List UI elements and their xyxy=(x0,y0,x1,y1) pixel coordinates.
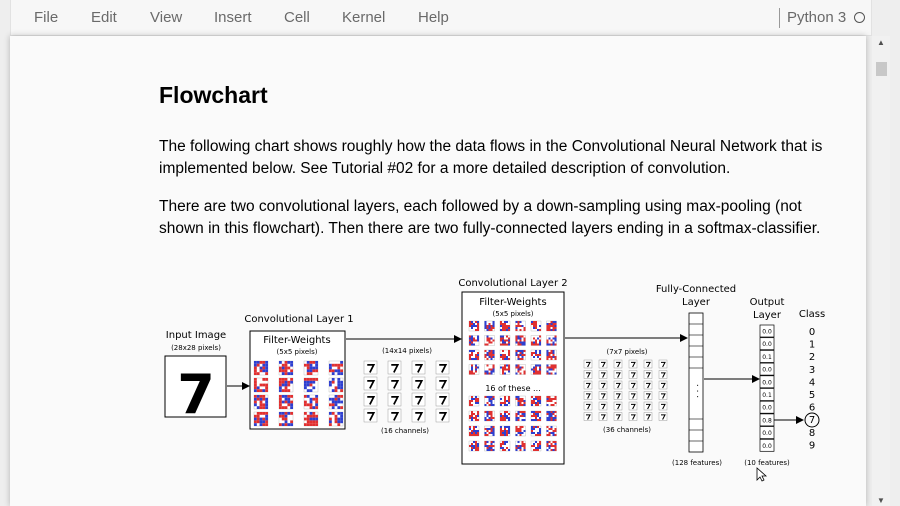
filter-weight-tile xyxy=(531,396,541,406)
feature-map-tile xyxy=(629,381,637,389)
feature-map-tile xyxy=(388,377,401,390)
conv2-output-size: (7x7 pixels) xyxy=(606,348,648,356)
feature-map-tile xyxy=(659,392,667,400)
conv1-box-size: (5x5 pixels) xyxy=(276,348,318,356)
filter-weight-tile xyxy=(547,365,557,375)
filter-weight-tile xyxy=(304,412,318,426)
feature-map-tile xyxy=(614,413,622,421)
output-value: 0.0 xyxy=(762,442,772,450)
class-label: 2 xyxy=(808,352,816,364)
filter-weight-tile xyxy=(500,441,510,451)
menu-edit[interactable]: Edit xyxy=(91,9,117,26)
feature-map-tile xyxy=(364,361,377,374)
conv2-output-grid xyxy=(584,360,667,421)
class-label: 4 xyxy=(808,377,816,389)
feature-map-tile xyxy=(599,360,607,368)
feature-map-tile xyxy=(412,361,425,374)
feature-map-tile xyxy=(584,360,592,368)
filter-weight-tile xyxy=(469,321,479,331)
paragraph-1: The following chart shows roughly how the data flows in the Convolutional Neural Network that is implemented below. See Tutorial #02 for a more detailed description of convolution. xyxy=(159,138,823,177)
conv2-box-title: Filter-Weights xyxy=(479,297,547,308)
filter-weight-tile xyxy=(516,350,526,360)
filter-weight-tile xyxy=(516,441,526,451)
filter-weight-tile xyxy=(469,350,479,360)
filter-weight-tile xyxy=(485,336,495,346)
filter-weight-tile xyxy=(469,426,479,436)
filter-weight-tile xyxy=(329,378,343,392)
filter-weight-tile xyxy=(329,395,343,409)
conv1-output-size: (14x14 pixels) xyxy=(382,347,432,355)
filter-weight-tile xyxy=(279,378,293,392)
window-edge xyxy=(890,0,900,506)
filter-weight-tile xyxy=(516,411,526,421)
feature-map-tile xyxy=(644,392,652,400)
notebook-scrollbar[interactable] xyxy=(872,36,890,506)
conv1-title: Convolutional Layer 1 xyxy=(244,314,354,325)
feature-map-tile xyxy=(644,413,652,421)
feature-map-tile xyxy=(629,371,637,379)
feature-map-tile xyxy=(364,393,377,406)
input-digit: 7 xyxy=(177,363,215,426)
section-heading: Flowchart xyxy=(159,82,268,108)
feature-map-tile xyxy=(614,360,622,368)
filter-weight-tile xyxy=(516,336,526,346)
feature-map-tile xyxy=(659,402,667,410)
feature-map-tile xyxy=(584,402,592,410)
output-value: 0.0 xyxy=(762,341,772,349)
filter-weight-tile xyxy=(547,321,557,331)
menu-help[interactable]: Help xyxy=(418,9,449,26)
scrollbar-thumb[interactable] xyxy=(876,62,887,76)
conv2-these-label: 16 of these ... xyxy=(485,384,541,393)
output-title-line1: Output xyxy=(749,297,785,308)
feature-map-tile xyxy=(614,402,622,410)
fc-layer-column xyxy=(689,313,703,452)
feature-map-tile xyxy=(644,402,652,410)
menu-kernel[interactable]: Kernel xyxy=(342,9,386,26)
filter-weight-tile xyxy=(531,426,541,436)
filter-weight-tile xyxy=(254,395,268,409)
filter-weight-tile xyxy=(485,365,495,375)
menu-insert[interactable]: Insert xyxy=(214,9,252,26)
mouse-pointer-icon xyxy=(757,468,766,481)
filter-weight-tile xyxy=(500,426,510,436)
filter-weight-tile xyxy=(500,336,510,346)
class-title: Class xyxy=(798,309,826,320)
filter-weight-tile xyxy=(304,395,318,409)
feature-map-tile xyxy=(614,392,622,400)
feature-map-tile xyxy=(599,413,607,421)
filter-weight-tile xyxy=(485,411,495,421)
class-label: 6 xyxy=(808,402,816,414)
feature-map-tile xyxy=(614,371,622,379)
filter-weight-tile xyxy=(500,321,510,331)
conv1-output-grid xyxy=(364,361,449,422)
output-features: (10 features) xyxy=(744,459,790,467)
filter-weight-tile xyxy=(304,361,318,375)
class-label: 8 xyxy=(808,427,816,439)
feature-map-tile xyxy=(629,360,637,368)
filter-weight-tile xyxy=(547,441,557,451)
feature-map-tile xyxy=(629,392,637,400)
feature-map-tile xyxy=(629,402,637,410)
class-label: 5 xyxy=(808,390,816,401)
filter-weight-tile xyxy=(254,412,268,426)
feature-map-tile xyxy=(644,360,652,368)
conv1-box-title: Filter-Weights xyxy=(263,335,331,346)
feature-map-tile xyxy=(364,377,377,390)
filter-weight-tile xyxy=(329,361,343,375)
filter-weight-tile xyxy=(531,411,541,421)
filter-weight-tile xyxy=(547,426,557,436)
output-title-line2: Layer xyxy=(753,310,781,321)
fc-ellipsis: . . . xyxy=(694,383,704,399)
class-label: 3 xyxy=(808,364,816,376)
filter-weight-tile xyxy=(547,350,557,360)
feature-map-tile xyxy=(584,371,592,379)
fc-column-frame xyxy=(689,313,703,452)
kernel-name[interactable]: Python 3 xyxy=(787,9,847,26)
filter-weight-tile xyxy=(469,411,479,421)
filter-weight-tile xyxy=(329,412,343,426)
feature-map-tile xyxy=(412,377,425,390)
filter-weight-tile xyxy=(547,411,557,421)
feature-map-tile xyxy=(388,393,401,406)
fc-features: (128 features) xyxy=(672,459,722,467)
filter-weight-tile xyxy=(279,361,293,375)
filter-weight-tile xyxy=(531,336,541,346)
feature-map-tile xyxy=(644,371,652,379)
feature-map-tile xyxy=(659,381,667,389)
filter-weight-tile xyxy=(531,365,541,375)
filter-weight-tile xyxy=(485,441,495,451)
conv2-title: Convolutional Layer 2 xyxy=(458,278,568,289)
triangle-down-icon[interactable]: ▼ xyxy=(877,496,885,505)
output-value: 0.1 xyxy=(762,392,772,399)
output-value: 0.0 xyxy=(762,379,772,387)
class-label: 7 xyxy=(808,415,816,427)
filter-weight-tile xyxy=(547,336,557,346)
feature-map-tile xyxy=(614,381,622,389)
class-label: 9 xyxy=(808,440,816,452)
fc-title-line1: Fully-Connected xyxy=(655,284,737,295)
triangle-up-icon[interactable]: ▲ xyxy=(877,38,885,47)
feature-map-tile xyxy=(599,392,607,400)
menu-file[interactable]: File xyxy=(34,9,59,26)
output-value: 0.0 xyxy=(762,366,772,374)
feature-map-tile xyxy=(412,393,425,406)
class-label: 1 xyxy=(808,339,816,351)
fc-title-line2: Layer xyxy=(682,297,710,308)
filter-weight-tile xyxy=(469,336,479,346)
filter-weight-tile xyxy=(500,411,510,421)
output-value: 0.0 xyxy=(762,430,772,438)
feature-map-tile xyxy=(436,409,449,422)
feature-map-tile xyxy=(436,393,449,406)
feature-map-tile xyxy=(436,377,449,390)
feature-map-tile xyxy=(584,392,592,400)
output-value: 0.8 xyxy=(762,417,772,425)
filter-weight-tile xyxy=(304,378,318,392)
feature-map-tile xyxy=(584,413,592,421)
filter-weight-tile xyxy=(531,350,541,360)
filter-weight-tile xyxy=(469,441,479,451)
feature-map-tile xyxy=(436,361,449,374)
input-image-size: (28x28 pixels) xyxy=(171,344,221,352)
menu-cell[interactable]: Cell xyxy=(284,9,310,26)
class-label-column xyxy=(809,327,815,451)
paragraph-2: There are two convolutional layers, each followed by a down-sampling using max-pooling (not shown in this flowchart). Then there are two fully-connected layers ending in a softmax-classifier. xyxy=(159,198,821,237)
feature-map-tile xyxy=(599,371,607,379)
feature-map-tile xyxy=(388,361,401,374)
class-label: 0 xyxy=(808,327,816,338)
filter-weight-tile xyxy=(469,396,479,406)
filter-weight-tile xyxy=(547,396,557,406)
feature-map-tile xyxy=(412,409,425,422)
filter-weight-tile xyxy=(500,350,510,360)
filter-weight-tile xyxy=(485,350,495,360)
feature-map-tile xyxy=(659,413,667,421)
filter-weight-tile xyxy=(254,378,268,392)
feature-map-tile xyxy=(584,381,592,389)
filter-weight-tile xyxy=(279,412,293,426)
filter-weight-tile xyxy=(469,365,479,375)
filter-weight-tile xyxy=(516,426,526,436)
feature-map-tile xyxy=(644,381,652,389)
output-value: 0.0 xyxy=(762,404,772,412)
filter-weight-tile xyxy=(279,395,293,409)
feature-map-tile xyxy=(388,409,401,422)
filter-weight-tile xyxy=(485,321,495,331)
filter-weight-tile xyxy=(485,396,495,406)
menu-view[interactable]: View xyxy=(150,9,183,26)
filter-weight-tile xyxy=(531,321,541,331)
feature-map-tile xyxy=(599,402,607,410)
output-layer-column xyxy=(760,325,774,451)
filter-weight-tile xyxy=(531,441,541,451)
input-image-title: Input Image xyxy=(165,330,227,341)
feature-map-tile xyxy=(629,413,637,421)
feature-map-tile xyxy=(659,371,667,379)
conv1-channels: (16 channels) xyxy=(381,427,429,435)
filter-weight-tile xyxy=(500,396,510,406)
output-value: 0.1 xyxy=(762,353,772,361)
conv2-channels: (36 channels) xyxy=(603,426,651,434)
filter-weight-tile xyxy=(485,426,495,436)
filter-weight-tile xyxy=(516,365,526,375)
output-value: 0.0 xyxy=(762,328,772,336)
feature-map-tile xyxy=(659,360,667,368)
filter-weight-tile xyxy=(516,321,526,331)
feature-map-tile xyxy=(599,381,607,389)
conv2-box-size: (5x5 pixels) xyxy=(492,310,534,318)
filter-weight-tile xyxy=(254,361,268,375)
feature-map-tile xyxy=(364,409,377,422)
filter-weight-tile xyxy=(516,396,526,406)
filter-weight-tile xyxy=(500,365,510,375)
